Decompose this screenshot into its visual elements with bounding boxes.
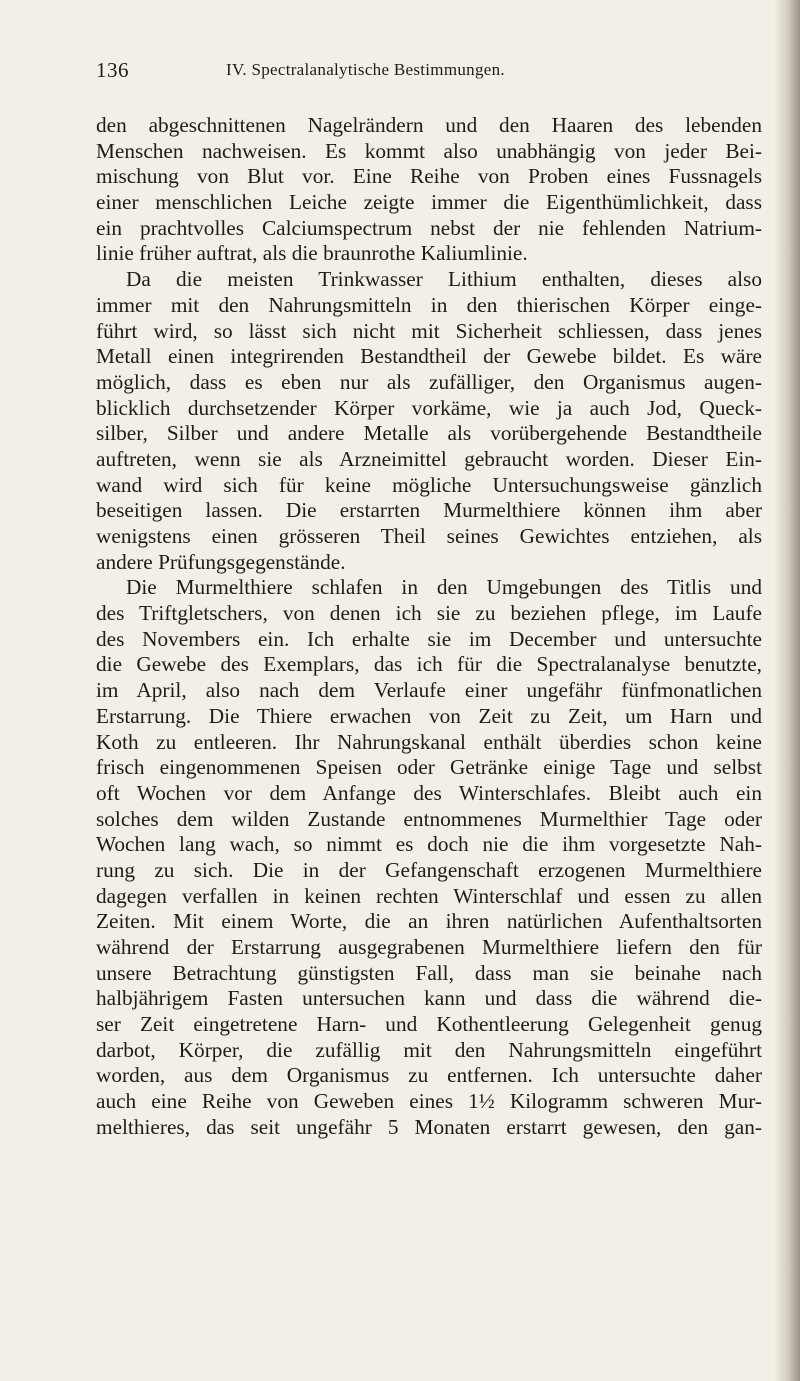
- text-line: Da die meisten Trinkwasser Lithium enthalten, dieses also: [126, 267, 762, 292]
- text-line: Menschen nachweisen. Es kommt also unabhängig von jeder Bei-: [96, 138, 762, 163]
- text-line: linie früher auftrat, als die braunrothe Kaliumlinie.: [96, 241, 528, 266]
- text-line: worden, aus dem Organismus zu entfernen. Ich untersuchte daher: [96, 1063, 762, 1088]
- text-line: die Gewebe des Exemplars, das ich für die Spectralanalyse benutzte,: [96, 652, 762, 677]
- text-line: melthieres, das seit ungefähr 5 Monaten erstarrt gewesen, den gan-: [96, 1114, 762, 1139]
- text-line: des Triftgletschers, von denen ich sie zu beziehen pflege, im Laufe: [96, 601, 762, 626]
- text-line: ein prachtvolles Calciumspectrum nebst der nie fehlenden Natrium-: [96, 215, 762, 240]
- text-line: rung zu sich. Die in der Gefangenschaft erzogenen Murmelthiere: [96, 857, 762, 882]
- text-line: darbot, Körper, die zufällig mit den Nahrungsmitteln eingeführt: [96, 1037, 762, 1062]
- text-line: Koth zu entleeren. Ihr Nahrungskanal enthält überdies schon keine: [96, 729, 762, 754]
- text-line: führt wird, so lässt sich nicht mit Sicherheit schliessen, dass jenes: [96, 318, 762, 343]
- text-line: beseitigen lassen. Die erstarrten Murmelthiere können ihm aber: [96, 498, 762, 523]
- text-line: Metall einen integrirenden Bestandtheil der Gewebe bildet. Es wäre: [96, 344, 762, 369]
- body-text: [96, 113, 762, 1141]
- text-line: wenigstens einen grösseren Theil seines Gewichtes entziehen, als: [96, 524, 762, 548]
- page-header: [96, 58, 756, 92]
- page-edge-shadow: [774, 0, 800, 1381]
- text-line: solches dem wilden Zustande entnommenes Murmelthier Tage oder: [96, 806, 762, 831]
- text-line: oft Wochen vor dem Anfange des Winterschlafes. Bleibt auch ein: [96, 780, 762, 805]
- text-line: Wochen lang wach, so nimmt es doch nie die ihm vorgesetzte Nah-: [96, 832, 762, 857]
- text-line: mischung von Blut vor. Eine Reihe von Proben eines Fussnagels: [96, 164, 762, 189]
- text-line: blicklich durchsetzender Körper vorkäme, wie ja auch Jod, Queck-: [96, 395, 762, 420]
- text-line: frisch eingenommenen Speisen oder Getränke einige Tage und selbst: [96, 755, 762, 780]
- text-line: den abgeschnittenen Nagelrändern und den Haaren des lebenden: [96, 113, 762, 137]
- text-line: andere Prüfungsgegenstände.: [96, 549, 346, 574]
- text-line: des Novembers ein. Ich erhalte sie im December und untersuchte: [96, 626, 762, 651]
- text-line: wand wird sich für keine mögliche Untersuchungsweise gänzlich: [96, 472, 762, 497]
- text-line: unsere Betrachtung günstigsten Fall, dass man sie beinahe nach: [96, 960, 762, 985]
- text-line: im April, also nach dem Verlaufe einer ungefähr fünfmonatlichen: [96, 678, 762, 703]
- text-line: immer mit den Nahrungsmitteln in den thierischen Körper einge-: [96, 292, 762, 317]
- page-number: 136: [96, 58, 129, 82]
- text-line: auch eine Reihe von Geweben eines 1½ Kilogramm schweren Mur-: [96, 1089, 762, 1114]
- text-line: auftreten, wenn sie als Arzneimittel gebraucht worden. Dieser Ein-: [96, 446, 762, 471]
- text-line: halbjährigem Fasten untersuchen kann und dass die während die-: [96, 986, 762, 1011]
- text-line: silber, Silber und andere Metalle als vorübergehende Bestandtheile: [96, 421, 762, 446]
- text-line: einer menschlichen Leiche zeigte immer die Eigenthümlichkeit, dass: [96, 190, 762, 215]
- text-line: Zeiten. Mit einem Worte, die an ihren natürlichen Aufenthaltsorten: [96, 909, 762, 934]
- text-line: Erstarrung. Die Thiere erwachen von Zeit zu Zeit, um Harn und: [96, 703, 762, 728]
- text-line: dagegen verfallen in keinen rechten Winterschlaf und essen zu allen: [96, 883, 762, 908]
- text-line: ser Zeit eingetretene Harn- und Kothentleerung Gelegenheit genug: [96, 1012, 762, 1037]
- running-head: IV. Spectralanalytische Bestimmungen.: [226, 60, 505, 79]
- text-line: Die Murmelthiere schlafen in den Umgebungen des Titlis und: [126, 575, 762, 600]
- text-line: möglich, dass es eben nur als zufälliger, den Organismus augen-: [96, 369, 762, 394]
- text-line: während der Erstarrung ausgegrabenen Murmelthiere liefern den für: [96, 935, 762, 959]
